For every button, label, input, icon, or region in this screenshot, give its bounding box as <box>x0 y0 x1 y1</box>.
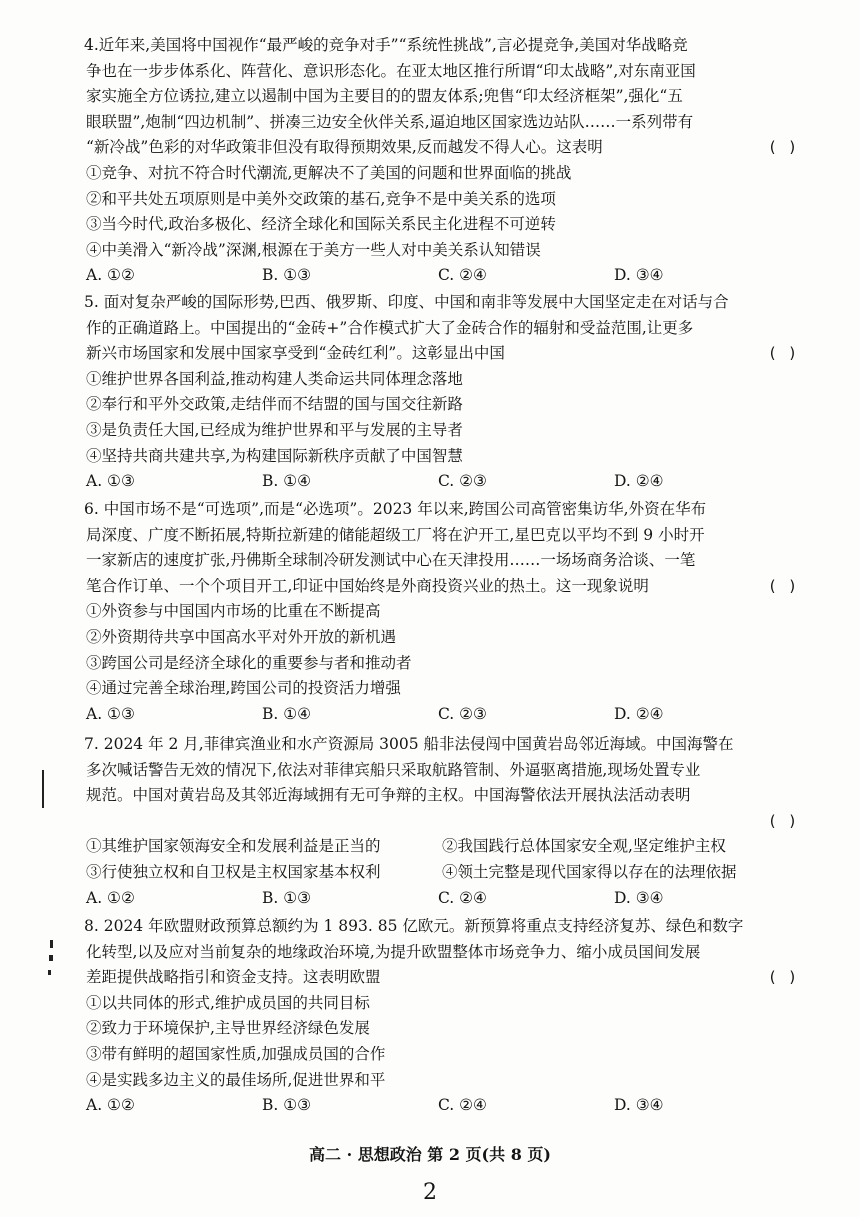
option-c: C. ②④ <box>438 266 487 285</box>
answer-bracket: ( ) <box>767 344 798 363</box>
question-7 <box>86 732 798 911</box>
question-8-stem-line: 差距提供战略指引和资金支持。这表明欧盟 <box>86 968 381 987</box>
choice-item: ①外资参与中国国内市场的比重在不断提高 <box>86 602 381 621</box>
answer-options <box>86 886 798 912</box>
answer-options <box>86 263 798 289</box>
question-8-stem-last <box>86 965 798 991</box>
scan-mark <box>42 770 44 808</box>
question-5-stem-last <box>86 341 798 367</box>
question-4-stem-line: 眼联盟”,炮制“四边机制”、拼凑三边安全伙伴关系,逼迫地区国家选边站队……一系列带有 <box>86 112 694 131</box>
question-6-stem-line: 6. 中国市场不是“可选项”,而是“必选项”。2023 年以来,跨国公司高管密集访华,外资在华布 <box>84 500 707 518</box>
page-footer: 高二 · 思想政治 第 2 页(共 8 页) <box>309 1145 551 1164</box>
question-4 <box>86 33 798 289</box>
option-b: B. ①③ <box>262 266 312 285</box>
question-6-stem-line: 局深度、广度不断拓展,特斯拉新建的储能超级工厂将在沪开工,星巴克以平均不到 9 小时开 <box>86 525 705 544</box>
option-c: C. ②③ <box>438 472 487 491</box>
question-5-stem-line: 新兴市场国家和发展中国家享受到“金砖红利”。这彰显出中国 <box>86 344 505 363</box>
option-c: C. ②④ <box>438 888 487 907</box>
choice-item: ③是负责任大国,已经成为维护世界和平与发展的主导者 <box>86 420 463 439</box>
choice-item: ①其维护国家领海安全和发展利益是正当的 <box>86 837 381 856</box>
choice-item: ③跨国公司是经济全球化的重要参与者和推动者 <box>86 653 412 672</box>
question-5-stem-line: 作的正确道路上。中国提出的“金砖+”合作模式扩大了金砖合作的辐射和受益范围,让更多 <box>86 318 694 337</box>
choice-pair <box>86 834 798 860</box>
question-6-stem-last <box>86 574 798 600</box>
question-7-stem-line: 7. 2024 年 2 月,菲律宾渔业和水产资源局 3005 船非法侵闯中国黄岩岛邻近海域。中国海警在 <box>84 735 734 753</box>
choice-item: ④中美滑入“新冷战”深渊,根源在于美方一些人对中美关系认知错误 <box>86 240 541 259</box>
choice-item: ②外资期待共享中国高水平对外开放的新机遇 <box>86 627 397 646</box>
question-7-bracket-line <box>86 809 798 835</box>
option-c: C. ②④ <box>438 1096 487 1115</box>
choice-item: ①以共同体的形式,维护成员国的共同目标 <box>86 993 370 1012</box>
answer-options <box>86 1093 798 1119</box>
choice-pair <box>86 860 798 886</box>
answer-bracket: ( ) <box>767 576 798 595</box>
choice-item: ②致力于环境保护,主导世界经济绿色发展 <box>86 1019 370 1038</box>
option-b: B. ①③ <box>262 888 312 907</box>
option-a: A. ①② <box>86 1096 135 1115</box>
question-7-stem-line: 多次喊话警告无效的情况下,依法对菲律宾船只采取航路管制、外逼驱离措施,现场处置专业 <box>86 760 701 779</box>
option-d: D. ②④ <box>614 472 664 491</box>
question-8 <box>86 914 798 1119</box>
option-d: D. ③④ <box>614 266 664 285</box>
answer-bracket: ( ) <box>767 811 798 830</box>
answer-bracket: ( ) <box>767 138 798 157</box>
question-4-stem-line: 争也在一步步体系化、阵营化、意识形态化。在亚太地区推行所谓“印太战略”,对东南亚国 <box>86 61 696 80</box>
question-4-stem-line: 4.近年来,美国将中国视作“最严峻的竞争对手”“系统性挑战”,言必提竞争,美国对华战略竞 <box>84 36 688 54</box>
option-d: D. ③④ <box>614 888 664 907</box>
choice-item: ④坚持共商共建共享,为构建国际新秩序贡献了中国智慧 <box>86 446 463 465</box>
choice-item: ④是实践多边主义的最佳场所,促进世界和平 <box>86 1070 386 1089</box>
option-b: B. ①④ <box>262 704 312 723</box>
choice-item: ④领土完整是现代国家得以存在的法理依据 <box>442 862 737 881</box>
question-5 <box>86 290 798 495</box>
option-d: D. ②④ <box>614 704 664 723</box>
option-b: B. ①④ <box>262 472 312 491</box>
question-7-stem-line: 规范。中国对黄岩岛及其邻近海域拥有无可争辩的主权。中国海警依法开展执法活动表明 <box>86 786 691 805</box>
question-4-stem-line: “新冷战”色彩的对华政策非但没有取得预期效果,反而越发不得人心。这表明 <box>86 138 603 157</box>
answer-bracket: ( ) <box>767 968 798 987</box>
choice-item: ②我国践行总体国家安全观,坚定维护主权 <box>442 837 726 856</box>
option-a: A. ①② <box>86 266 135 285</box>
answer-options <box>86 469 798 495</box>
option-b: B. ①③ <box>262 1096 312 1115</box>
choice-item: ①维护世界各国利益,推动构建人类命运共同体理念落地 <box>86 369 463 388</box>
option-a: A. ①② <box>86 888 135 907</box>
option-c: C. ②③ <box>438 704 487 723</box>
choice-item: ③带有鲜明的超国家性质,加强成员国的合作 <box>86 1044 386 1063</box>
question-6-stem-line: 一家新店的速度扩张,丹佛斯全球制冷研发测试中心在天津投用……一场场商务洽谈、一笔 <box>86 551 696 570</box>
question-8-stem-line: 化转型,以及应对当前复杂的地缘政治环境,为提升欧盟整体市场竞争力、缩小成员国间发展 <box>86 942 701 961</box>
option-d: D. ③④ <box>614 1096 664 1115</box>
choice-item: ④通过完善全球治理,跨国公司的投资活力增强 <box>86 679 401 698</box>
answer-options <box>86 702 798 728</box>
choice-item: ③当今时代,政治多极化、经济全球化和国际关系民主化进程不可逆转 <box>86 215 556 234</box>
question-4-stem-line: 家实施全方位诱拉,建立以遏制中国为主要目的的盟友体系;兜售“印太经济框架”,强化“五 <box>86 87 683 106</box>
question-8-stem-line: 8. 2024 年欧盟财政预算总额约为 1 893. 85 亿欧元。新预算将重点支持经济复苏、绿色和数字 <box>84 917 744 935</box>
scan-mark <box>48 970 51 975</box>
option-a: A. ①③ <box>86 472 135 491</box>
option-a: A. ①③ <box>86 704 135 723</box>
question-4-stem-last <box>86 135 798 161</box>
question-6-stem-line: 笔合作订单、一个个项目开工,印证中国始终是外商投资兴业的热土。这一现象说明 <box>86 576 649 595</box>
question-5-stem-line: 5. 面对复杂严峻的国际形势,巴西、俄罗斯、印度、中国和南非等发展中大国坚定走在对话与合 <box>84 293 729 311</box>
question-6 <box>86 497 798 727</box>
choice-item: ③行使独立权和自卫权是主权国家基本权利 <box>86 862 381 881</box>
choice-item: ②奉行和平外交政策,走结伴而不结盟的国与国交往新路 <box>86 395 463 414</box>
scan-mark <box>49 955 53 961</box>
choice-item: ①竞争、对抗不符合时代潮流,更解决不了美国的问题和世界面临的挑战 <box>86 163 572 182</box>
choice-item: ②和平共处五项原则是中美外交政策的基石,竞争不是中美关系的选项 <box>86 189 556 208</box>
scan-mark <box>50 940 53 948</box>
page-number: 2 <box>423 1180 437 1205</box>
